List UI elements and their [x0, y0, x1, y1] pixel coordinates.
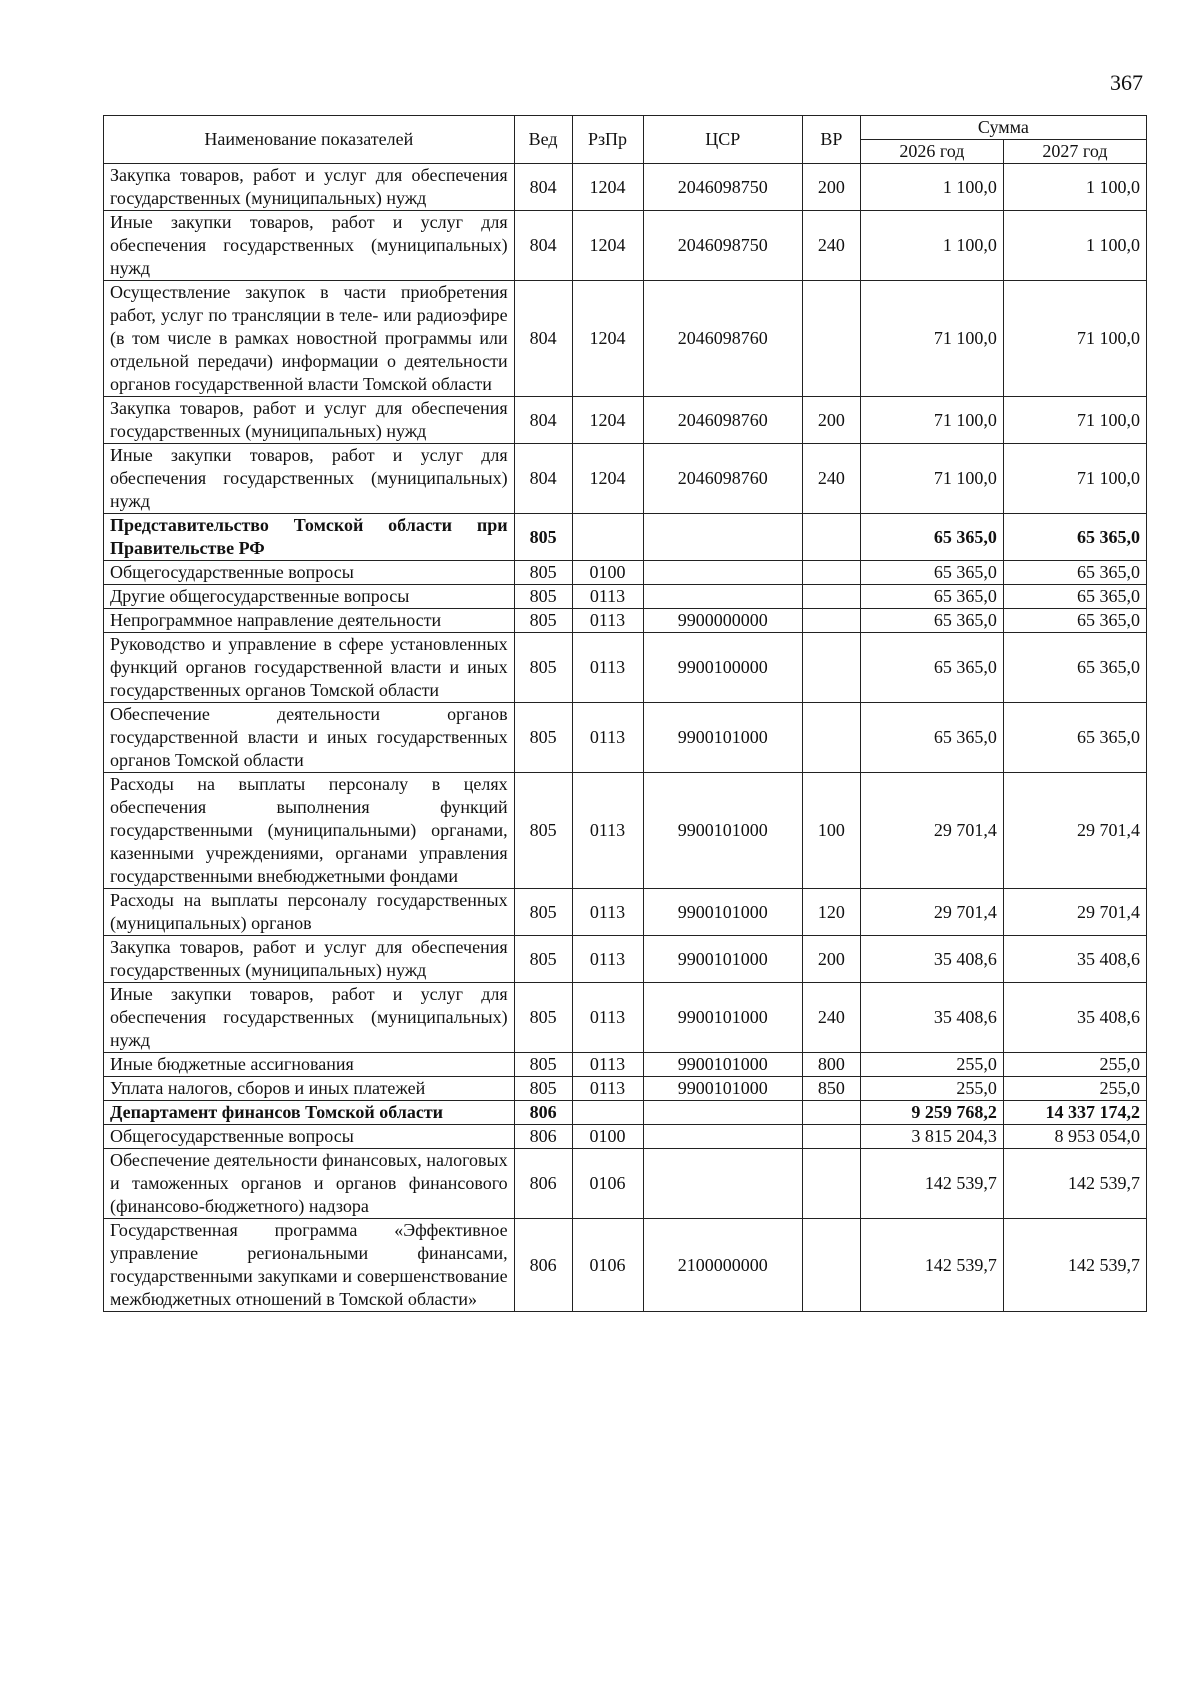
cell-sum-2027: 65 365,0: [1003, 703, 1146, 773]
cell-sum-2027: 65 365,0: [1003, 633, 1146, 703]
cell-sum-2026: 1 100,0: [860, 211, 1003, 281]
cell-csr: 9900100000: [643, 633, 802, 703]
table-row: [104, 397, 1147, 444]
cell-csr: [643, 1101, 802, 1125]
header-name: Наименование показателей: [104, 116, 515, 164]
cell-sum-2026: 255,0: [860, 1077, 1003, 1101]
header-sum: Сумма: [860, 116, 1146, 140]
cell-rzpr: 1204: [572, 281, 643, 397]
table-row: [104, 211, 1147, 281]
cell-vr: [802, 561, 860, 585]
cell-csr: 9900101000: [643, 936, 802, 983]
cell-vr: 200: [802, 164, 860, 211]
cell-csr: 2046098760: [643, 444, 802, 514]
cell-sum-2026: 35 408,6: [860, 983, 1003, 1053]
table-row: [104, 633, 1147, 703]
cell-name: Другие общегосударственные вопросы: [104, 585, 515, 609]
cell-ved: 805: [514, 1053, 572, 1077]
cell-csr: 2046098760: [643, 397, 802, 444]
cell-csr: [643, 1149, 802, 1219]
header-vr: ВР: [802, 116, 860, 164]
cell-name: Осуществление закупок в части приобретения работ, услуг по трансляции в теле- или радиоэфире (в том числе в рамках новостной программы или отдельной передачи) информации о деятельности органов государственной власти Томской области: [104, 281, 515, 397]
cell-sum-2026: 3 815 204,3: [860, 1125, 1003, 1149]
cell-rzpr: 0113: [572, 585, 643, 609]
cell-ved: 805: [514, 936, 572, 983]
table-row: [104, 703, 1147, 773]
cell-ved: 805: [514, 561, 572, 585]
cell-csr: [643, 585, 802, 609]
cell-sum-2026: 65 365,0: [860, 561, 1003, 585]
cell-name: Расходы на выплаты персоналу государственных (муниципальных) органов: [104, 889, 515, 936]
cell-rzpr: 0113: [572, 983, 643, 1053]
cell-vr: [802, 585, 860, 609]
table-row: [104, 1101, 1147, 1125]
cell-ved: 804: [514, 211, 572, 281]
cell-ved: 805: [514, 703, 572, 773]
cell-sum-2027: 35 408,6: [1003, 936, 1146, 983]
cell-sum-2027: 255,0: [1003, 1053, 1146, 1077]
cell-vr: 850: [802, 1077, 860, 1101]
table-row: [104, 561, 1147, 585]
cell-sum-2027: 255,0: [1003, 1077, 1146, 1101]
table-header: [104, 116, 1147, 164]
cell-csr: [643, 1125, 802, 1149]
cell-name: Закупка товаров, работ и услуг для обеспечения государственных (муниципальных) нужд: [104, 936, 515, 983]
cell-sum-2026: 9 259 768,2: [860, 1101, 1003, 1125]
cell-ved: 806: [514, 1219, 572, 1312]
cell-vr: [802, 703, 860, 773]
cell-ved: 805: [514, 633, 572, 703]
table-row: [104, 889, 1147, 936]
cell-sum-2026: 35 408,6: [860, 936, 1003, 983]
header-csr: ЦСР: [643, 116, 802, 164]
cell-csr: 9900101000: [643, 1053, 802, 1077]
cell-name: Общегосударственные вопросы: [104, 561, 515, 585]
cell-sum-2027: 65 365,0: [1003, 561, 1146, 585]
cell-csr: 2046098760: [643, 281, 802, 397]
header-rzpr: РзПр: [572, 116, 643, 164]
table-row: [104, 1149, 1147, 1219]
cell-vr: [802, 633, 860, 703]
cell-rzpr: 0113: [572, 609, 643, 633]
cell-sum-2026: 142 539,7: [860, 1149, 1003, 1219]
cell-ved: 805: [514, 1077, 572, 1101]
cell-vr: 240: [802, 211, 860, 281]
cell-name: Закупка товаров, работ и услуг для обеспечения государственных (муниципальных) нужд: [104, 397, 515, 444]
cell-rzpr: 0113: [572, 936, 643, 983]
cell-name: Государственная программа «Эффективное управление региональными финансами, государственными закупками и совершенствование межбюджетных отношений в Томской области»: [104, 1219, 515, 1312]
table-row: [104, 444, 1147, 514]
cell-name: Обеспечение деятельности органов государственной власти и иных государственных органов Томской области: [104, 703, 515, 773]
cell-sum-2026: 255,0: [860, 1053, 1003, 1077]
table-row: [104, 1219, 1147, 1312]
cell-ved: 805: [514, 514, 572, 561]
cell-vr: [802, 1125, 860, 1149]
cell-rzpr: 0106: [572, 1149, 643, 1219]
cell-ved: 806: [514, 1149, 572, 1219]
table-row: [104, 773, 1147, 889]
cell-sum-2027: 29 701,4: [1003, 773, 1146, 889]
cell-name: Непрограммное направление деятельности: [104, 609, 515, 633]
cell-vr: 100: [802, 773, 860, 889]
cell-rzpr: 1204: [572, 164, 643, 211]
cell-sum-2026: 71 100,0: [860, 444, 1003, 514]
cell-name: Департамент финансов Томской области: [104, 1101, 515, 1125]
table-row: [104, 514, 1147, 561]
cell-name: Обеспечение деятельности финансовых, налоговых и таможенных органов и органов финансового (финансово-бюджетного) надзора: [104, 1149, 515, 1219]
cell-sum-2026: 65 365,0: [860, 514, 1003, 561]
table-row: [104, 1077, 1147, 1101]
cell-ved: 806: [514, 1101, 572, 1125]
cell-sum-2026: 142 539,7: [860, 1219, 1003, 1312]
cell-sum-2026: 65 365,0: [860, 585, 1003, 609]
table-row: [104, 936, 1147, 983]
cell-rzpr: [572, 1101, 643, 1125]
cell-rzpr: 1204: [572, 211, 643, 281]
cell-sum-2027: 71 100,0: [1003, 444, 1146, 514]
cell-sum-2027: 71 100,0: [1003, 397, 1146, 444]
cell-rzpr: 1204: [572, 397, 643, 444]
header-year-2027: 2027 год: [1003, 140, 1146, 164]
table-row: [104, 1053, 1147, 1077]
table-row: [104, 164, 1147, 211]
cell-sum-2026: 65 365,0: [860, 633, 1003, 703]
cell-vr: [802, 281, 860, 397]
cell-rzpr: 0106: [572, 1219, 643, 1312]
cell-csr: 9900101000: [643, 983, 802, 1053]
cell-csr: 2046098750: [643, 211, 802, 281]
table-row: [104, 281, 1147, 397]
cell-rzpr: 0113: [572, 703, 643, 773]
cell-name: Закупка товаров, работ и услуг для обеспечения государственных (муниципальных) нужд: [104, 164, 515, 211]
cell-name: Общегосударственные вопросы: [104, 1125, 515, 1149]
cell-name: Иные закупки товаров, работ и услуг для обеспечения государственных (муниципальных) нужд: [104, 211, 515, 281]
cell-sum-2027: 65 365,0: [1003, 514, 1146, 561]
cell-sum-2027: 65 365,0: [1003, 609, 1146, 633]
cell-sum-2027: 1 100,0: [1003, 164, 1146, 211]
cell-rzpr: 0113: [572, 1053, 643, 1077]
table-row: [104, 585, 1147, 609]
cell-name: Руководство и управление в сфере установленных функций органов государственной власти и иных государственных органов Томской области: [104, 633, 515, 703]
cell-ved: 804: [514, 444, 572, 514]
cell-vr: [802, 1149, 860, 1219]
cell-ved: 805: [514, 773, 572, 889]
cell-sum-2027: 142 539,7: [1003, 1219, 1146, 1312]
header-ved: Вед: [514, 116, 572, 164]
cell-rzpr: 0113: [572, 1077, 643, 1101]
cell-vr: [802, 1219, 860, 1312]
table-body: [104, 164, 1147, 1312]
cell-rzpr: 0100: [572, 1125, 643, 1149]
cell-name: Иные бюджетные ассигнования: [104, 1053, 515, 1077]
cell-rzpr: 0113: [572, 773, 643, 889]
cell-sum-2027: 35 408,6: [1003, 983, 1146, 1053]
cell-ved: 804: [514, 164, 572, 211]
cell-ved: 805: [514, 889, 572, 936]
cell-sum-2026: 29 701,4: [860, 889, 1003, 936]
cell-name: Иные закупки товаров, работ и услуг для обеспечения государственных (муниципальных) нужд: [104, 983, 515, 1053]
cell-sum-2027: 14 337 174,2: [1003, 1101, 1146, 1125]
cell-csr: 9900000000: [643, 609, 802, 633]
cell-csr: 9900101000: [643, 1077, 802, 1101]
cell-sum-2027: 8 953 054,0: [1003, 1125, 1146, 1149]
page-number: 367: [1110, 70, 1143, 95]
cell-csr: 9900101000: [643, 773, 802, 889]
table-row: [104, 1125, 1147, 1149]
cell-csr: 9900101000: [643, 703, 802, 773]
cell-ved: 806: [514, 1125, 572, 1149]
cell-csr: 2100000000: [643, 1219, 802, 1312]
cell-ved: 805: [514, 609, 572, 633]
header-year-2026: 2026 год: [860, 140, 1003, 164]
cell-sum-2026: 71 100,0: [860, 281, 1003, 397]
cell-vr: [802, 514, 860, 561]
cell-sum-2027: 71 100,0: [1003, 281, 1146, 397]
cell-vr: [802, 1101, 860, 1125]
cell-csr: [643, 514, 802, 561]
table-row: [104, 609, 1147, 633]
cell-name: Представительство Томской области при Правительстве РФ: [104, 514, 515, 561]
cell-rzpr: 0100: [572, 561, 643, 585]
cell-name: Расходы на выплаты персоналу в целях обеспечения выполнения функций государственными (муниципальными) органами, казенными учреждениями, органами управления государственными внебюджетными фондами: [104, 773, 515, 889]
cell-rzpr: 0113: [572, 889, 643, 936]
cell-csr: [643, 561, 802, 585]
budget-table: [103, 115, 1147, 1312]
cell-csr: 9900101000: [643, 889, 802, 936]
cell-rzpr: 0113: [572, 633, 643, 703]
cell-sum-2027: 142 539,7: [1003, 1149, 1146, 1219]
cell-vr: [802, 609, 860, 633]
cell-ved: 805: [514, 585, 572, 609]
cell-vr: 200: [802, 397, 860, 444]
cell-vr: 200: [802, 936, 860, 983]
cell-rzpr: 1204: [572, 444, 643, 514]
cell-sum-2027: 29 701,4: [1003, 889, 1146, 936]
cell-sum-2027: 1 100,0: [1003, 211, 1146, 281]
cell-sum-2026: 65 365,0: [860, 609, 1003, 633]
cell-sum-2026: 1 100,0: [860, 164, 1003, 211]
cell-vr: 240: [802, 983, 860, 1053]
cell-name: Уплата налогов, сборов и иных платежей: [104, 1077, 515, 1101]
cell-ved: 804: [514, 397, 572, 444]
cell-sum-2026: 29 701,4: [860, 773, 1003, 889]
cell-ved: 804: [514, 281, 572, 397]
cell-csr: 2046098750: [643, 164, 802, 211]
cell-sum-2027: 65 365,0: [1003, 585, 1146, 609]
cell-sum-2026: 65 365,0: [860, 703, 1003, 773]
cell-sum-2026: 71 100,0: [860, 397, 1003, 444]
cell-name: Иные закупки товаров, работ и услуг для обеспечения государственных (муниципальных) нужд: [104, 444, 515, 514]
cell-vr: 800: [802, 1053, 860, 1077]
cell-vr: 240: [802, 444, 860, 514]
cell-rzpr: [572, 514, 643, 561]
cell-ved: 805: [514, 983, 572, 1053]
table-row: [104, 983, 1147, 1053]
cell-vr: 120: [802, 889, 860, 936]
